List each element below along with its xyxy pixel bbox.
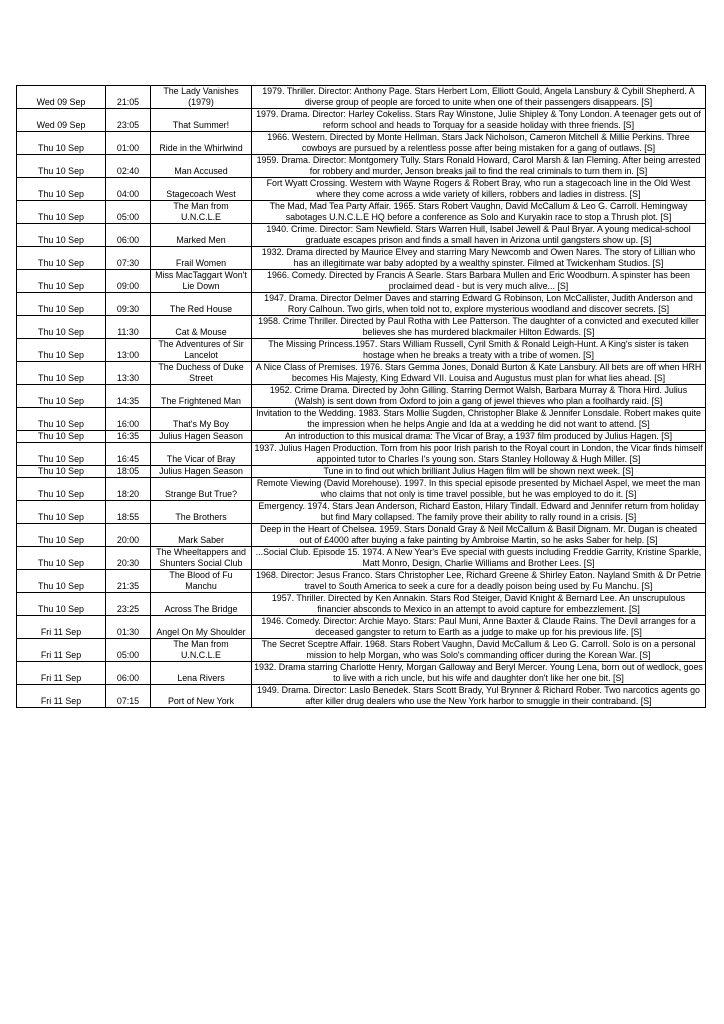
description-cell: 1957. Thriller. Directed by Ken Annakin. Stars Rod Steiger, David Knight & Bernard Lee. An unscrupulous financier absconds to Mexico in an attempt to avoid capture for embezzlement. [S] (252, 593, 706, 616)
time-cell: 05:00 (106, 201, 151, 224)
description-cell: Invitation to the Wedding. 1983. Stars Mollie Sugden, Christopher Blake & Jennifer Lonsdale. Robert makes quite the impression when he helps Angie and Ida at a wedding he did not want to attend. [S] (252, 408, 706, 431)
date-cell: Thu 10 Sep (17, 408, 106, 431)
time-cell: 16:00 (106, 408, 151, 431)
schedule-row (17, 524, 706, 547)
schedule-row (17, 178, 706, 201)
title-cell: Strange But True? (151, 478, 252, 501)
title-cell: Lena Rivers (151, 662, 252, 685)
schedule-row (17, 362, 706, 385)
title-cell: Man Accused (151, 155, 252, 178)
time-cell: 18:55 (106, 501, 151, 524)
time-cell: 04:00 (106, 178, 151, 201)
date-cell: Thu 10 Sep (17, 224, 106, 247)
title-cell: Across The Bridge (151, 593, 252, 616)
title-cell: Cat & Mouse (151, 316, 252, 339)
date-cell: Thu 10 Sep (17, 293, 106, 316)
schedule-row (17, 547, 706, 570)
description-cell: Emergency. 1974. Stars Jean Anderson, Richard Easton, Hilary Tindall. Edward and Jennifer return from holiday but find Mary collapsed. The family prove their ability to rally round in a crisis. [S] (252, 501, 706, 524)
date-cell: Thu 10 Sep (17, 524, 106, 547)
description-cell: 1979. Thriller. Director: Anthony Page. Stars Herbert Lom, Elliott Gould, Angela Lansbury & Cybill Shepherd. A diverse group of people are forced to unite when one of their passengers disappears. [S] (252, 86, 706, 109)
time-cell: 13:00 (106, 339, 151, 362)
schedule-row (17, 443, 706, 466)
time-cell: 13:30 (106, 362, 151, 385)
title-cell: The Frightened Man (151, 385, 252, 408)
time-cell: 09:00 (106, 270, 151, 293)
time-cell: 06:00 (106, 224, 151, 247)
date-cell: Thu 10 Sep (17, 201, 106, 224)
time-cell: 02:40 (106, 155, 151, 178)
date-cell: Thu 10 Sep (17, 501, 106, 524)
title-cell: Frail Women (151, 247, 252, 270)
title-cell: That Summer! (151, 109, 252, 132)
title-cell: The Duchess of Duke Street (151, 362, 252, 385)
time-cell: 20:00 (106, 524, 151, 547)
time-cell: 21:35 (106, 570, 151, 593)
description-cell: The Mad, Mad Tea Party Affair. 1965. Stars Robert Vaughn, David McCallum & Leo G. Carroll. Hemingway sabotages U.N.C.L.E HQ before a conference as Solo and Kuryakin race to stop a Thrush plot. [S] (252, 201, 706, 224)
title-cell: That's My Boy (151, 408, 252, 431)
description-cell: 1959. Drama. Director: Montgomery Tully. Stars Ronald Howard, Carol Marsh & Ian Fleming. After being arrested for robbery and murder, Jenson breaks jail to find the real criminals to turn them in. [S] (252, 155, 706, 178)
description-cell: 1932. Drama starring Charlotte Henry, Morgan Galloway and Beryl Mercer. Young Lena, born out of wedlock, goes to live with a rich uncle, but his wife and daughter don't like her one bit. [S] (252, 662, 706, 685)
description-cell: ...Social Club. Episode 15. 1974. A New Year's Eve special with guests including Freddie Garrity, Kristine Sparkle, Matt Monro, Design, Charlie Williams and Brother Lees. [S] (252, 547, 706, 570)
description-cell: Remote Viewing (David Morehouse). 1997. In this special episode presented by Michael Aspel, we meet the man who claims that not only is time travel possible, but he was employed to do it. [S] (252, 478, 706, 501)
description-cell: 1949. Drama. Director: Laslo Benedek. Stars Scott Brady, Yul Brynner & Richard Rober. Two narcotics agents go after killer drug dealers who use the New York harbor to smuggle in their contraband. [S] (252, 685, 706, 708)
date-cell: Fri 11 Sep (17, 662, 106, 685)
description-cell: 1952. Crime Drama. Directed by John Gilling. Starring Dermot Walsh, Barbara Murray & Thora Hird. Julius (Walsh) is sent down from Oxford to join a gang of jewel thieves who plan a foolhardy raid. [S] (252, 385, 706, 408)
description-cell: The Secret Sceptre Affair. 1968. Stars Robert Vaughn, David McCallum & Leo G. Carroll. Solo is on a personal mission to help Morgan, who was Solo's commanding officer during the Korean War. [S] (252, 639, 706, 662)
title-cell: Mark Saber (151, 524, 252, 547)
description-cell: An introduction to this musical drama: The Vicar of Bray, a 1937 film produced by Julius Hagen. [S] (252, 431, 706, 443)
time-cell: 06:00 (106, 662, 151, 685)
title-cell: The Red House (151, 293, 252, 316)
date-cell: Thu 10 Sep (17, 431, 106, 443)
title-cell: Stagecoach West (151, 178, 252, 201)
schedule-row (17, 270, 706, 293)
description-cell: The Missing Princess.1957. Stars William Russell, Cyril Smith & Ronald Leigh-Hunt. A King's sister is taken hostage when he breaks a treaty with a tribe of women. [S] (252, 339, 706, 362)
description-cell: 1937. Julius Hagen Production. Torn from his poor Irish parish to the Royal court in London, the Vicar finds himself appointed tutor to Charles I's young son. Stars Stanley Holloway & Hugh Miller. [S] (252, 443, 706, 466)
schedule-row (17, 224, 706, 247)
time-cell: 11:30 (106, 316, 151, 339)
schedule-row (17, 201, 706, 224)
schedule-row (17, 247, 706, 270)
description-cell: 1968. Director: Jesus Franco. Stars Christopher Lee, Richard Greene & Shirley Eaton. Nayland Smith & Dr Petrie travel to South America to seek a cure for a deadly poison being used by Fu Manchu. [S] (252, 570, 706, 593)
description-cell: 1940. Crime. Director: Sam Newfield. Stars Warren Hull, Isabel Jewell & Paul Bryar. A young medical-school graduate escapes prison and finds a small haven in Arizona until gangsters show up. [S] (252, 224, 706, 247)
time-cell: 07:15 (106, 685, 151, 708)
date-cell: Fri 11 Sep (17, 616, 106, 639)
time-cell: 14:35 (106, 385, 151, 408)
time-cell: 21:05 (106, 86, 151, 109)
date-cell: Thu 10 Sep (17, 570, 106, 593)
description-cell: 1966. Comedy. Directed by Francis A Searle. Stars Barbara Mullen and Eric Woodburn. A spinster has been proclaimed dead - but is very much alive... [S] (252, 270, 706, 293)
description-cell: 1947. Drama. Director Delmer Daves and starring Edward G Robinson, Lon McCallister, Judith Anderson and Rory Calhoun. Two girls, when told not to, explore mysterious woodland and discover secrets. [S] (252, 293, 706, 316)
schedule-row (17, 478, 706, 501)
date-cell: Fri 11 Sep (17, 639, 106, 662)
title-cell: The Lady Vanishes (1979) (151, 86, 252, 109)
time-cell: 16:35 (106, 431, 151, 443)
schedule-row (17, 316, 706, 339)
time-cell: 01:30 (106, 616, 151, 639)
date-cell: Thu 10 Sep (17, 385, 106, 408)
schedule-row (17, 385, 706, 408)
description-cell: Deep in the Heart of Chelsea. 1959. Stars Donald Gray & Neil McCallum & Basil Dignam. Mr. Dugan is cheated out of £4000 after buying a fake painting by Ambroise Martin, so he asks Saber for help. [S] (252, 524, 706, 547)
date-cell: Thu 10 Sep (17, 362, 106, 385)
date-cell: Fri 11 Sep (17, 685, 106, 708)
date-cell: Wed 09 Sep (17, 109, 106, 132)
schedule-row (17, 593, 706, 616)
schedule-row (17, 501, 706, 524)
title-cell: The Blood of Fu Manchu (151, 570, 252, 593)
time-cell: 23:05 (106, 109, 151, 132)
title-cell: The Man from U.N.C.L.E (151, 639, 252, 662)
schedule-row (17, 662, 706, 685)
date-cell: Thu 10 Sep (17, 466, 106, 478)
title-cell: Julius Hagen Season (151, 466, 252, 478)
schedule-row (17, 570, 706, 593)
date-cell: Wed 09 Sep (17, 86, 106, 109)
schedule-row (17, 132, 706, 155)
date-cell: Thu 10 Sep (17, 443, 106, 466)
title-cell: Julius Hagen Season (151, 431, 252, 443)
time-cell: 18:05 (106, 466, 151, 478)
time-cell: 07:30 (106, 247, 151, 270)
date-cell: Thu 10 Sep (17, 270, 106, 293)
title-cell: The Adventures of Sir Lancelot (151, 339, 252, 362)
schedule-body (17, 86, 706, 708)
title-cell: Marked Men (151, 224, 252, 247)
schedule-row (17, 616, 706, 639)
date-cell: Thu 10 Sep (17, 178, 106, 201)
description-cell: 1979. Drama. Director: Harley Cokeliss. Stars Ray Winstone, Julie Shipley & Tony London. A teenager gets out of reform school and heads to Torquay for a seaside holiday with three friends. [S] (252, 109, 706, 132)
schedule-row (17, 685, 706, 708)
date-cell: Thu 10 Sep (17, 478, 106, 501)
time-cell: 16:45 (106, 443, 151, 466)
schedule-row (17, 339, 706, 362)
schedule-row (17, 639, 706, 662)
date-cell: Thu 10 Sep (17, 155, 106, 178)
schedule-row (17, 86, 706, 109)
time-cell: 09:30 (106, 293, 151, 316)
title-cell: The Brothers (151, 501, 252, 524)
date-cell: Thu 10 Sep (17, 316, 106, 339)
time-cell: 23:25 (106, 593, 151, 616)
date-cell: Thu 10 Sep (17, 132, 106, 155)
title-cell: The Wheeltappers and Shunters Social Club (151, 547, 252, 570)
date-cell: Thu 10 Sep (17, 593, 106, 616)
description-cell: A Nice Class of Premises. 1976. Stars Gemma Jones, Donald Burton & Kate Lansbury. All bets are off when HRH becomes His Majesty, King Edward VII. Louisa and Augustus must plan for what lies ahead. [S] (252, 362, 706, 385)
time-cell: 20:30 (106, 547, 151, 570)
schedule-table (16, 85, 706, 708)
title-cell: Miss MacTaggart Won't Lie Down (151, 270, 252, 293)
title-cell: Port of New York (151, 685, 252, 708)
schedule-row (17, 109, 706, 132)
description-cell: 1958. Crime Thriller. Directed by Paul Rotha with Lee Patterson. The daughter of a convicted and executed killer believes she has murdered blackmailer Hilton Edwards. [S] (252, 316, 706, 339)
schedule-row (17, 431, 706, 443)
time-cell: 01:00 (106, 132, 151, 155)
date-cell: Thu 10 Sep (17, 339, 106, 362)
schedule-row (17, 466, 706, 478)
description-cell: 1946. Comedy. Director: Archie Mayo. Stars: Paul Muni, Anne Baxter & Claude Rains. The Devil arranges for a deceased gangster to return to Earth as a judge to make up for his previous life. [S] (252, 616, 706, 639)
description-cell: Fort Wyatt Crossing. Western with Wayne Rogers & Robert Bray, who run a stagecoach line in the Old West where they come across a wide variety of killers, robbers and ladies in distress. [S] (252, 178, 706, 201)
title-cell: The Man from U.N.C.L.E (151, 201, 252, 224)
description-cell: 1966. Western. Directed by Monte Hellman. Stars Jack Nicholson, Cameron Mitchell & Millie Perkins. Three cowboys are pursued by a relentless posse after being mistaken for a gang of outlaws. [S] (252, 132, 706, 155)
time-cell: 18:20 (106, 478, 151, 501)
title-cell: Angel On My Shoulder (151, 616, 252, 639)
date-cell: Thu 10 Sep (17, 247, 106, 270)
title-cell: The Vicar of Bray (151, 443, 252, 466)
title-cell: Ride in the Whirlwind (151, 132, 252, 155)
schedule-row (17, 408, 706, 431)
time-cell: 05:00 (106, 639, 151, 662)
date-cell: Thu 10 Sep (17, 547, 106, 570)
description-cell: 1932. Drama directed by Maurice Elvey and starring Mary Newcomb and Owen Nares. The story of Lillian who has an illegitimate war baby adopted by a wealthy spinster. Filmed at Twickenham Studios. [S] (252, 247, 706, 270)
schedule-row (17, 293, 706, 316)
description-cell: Tune in to find out which brilliant Julius Hagen film will be shown next week. [S] (252, 466, 706, 478)
schedule-row (17, 155, 706, 178)
